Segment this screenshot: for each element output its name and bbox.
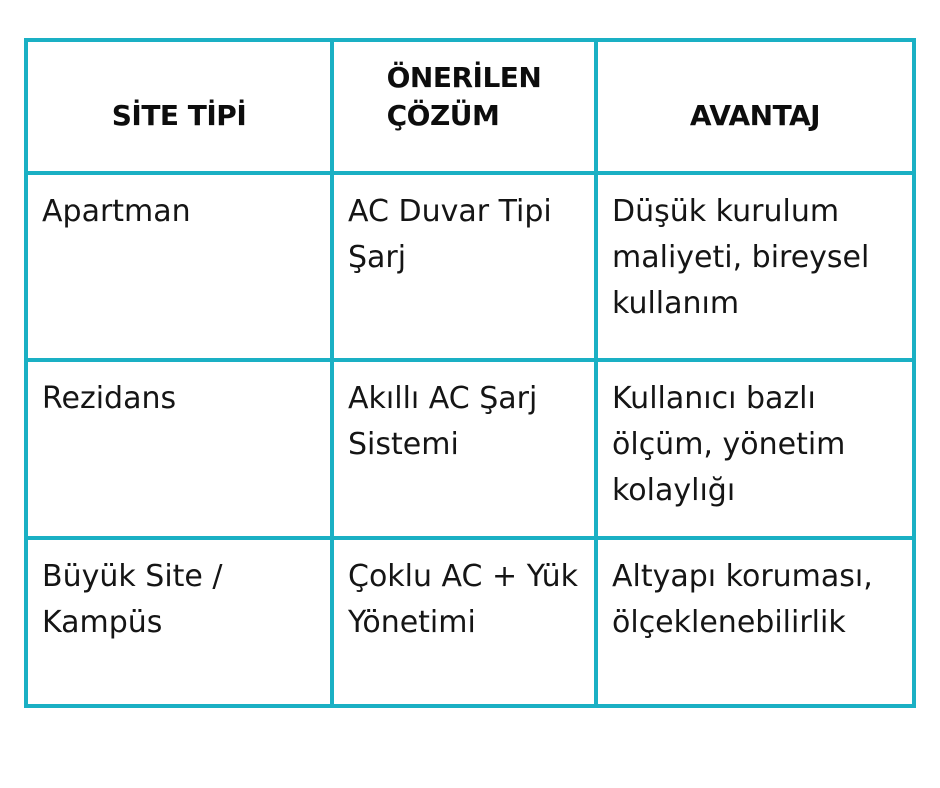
- solutions-table-frame: [24, 38, 916, 708]
- cell-site-type: Rezidans: [28, 360, 332, 538]
- header-advantage: AVANTAJ: [596, 42, 912, 173]
- cell-advantage: Kullanıcı bazlı ölçüm, yönetim kolaylığı: [596, 360, 912, 538]
- header-recommended-solution: ÖNERİLEN ÇÖZÜM: [332, 42, 596, 173]
- cell-advantage: Düşük kurulum maliyeti, bireysel kullanım: [596, 173, 912, 360]
- solutions-table: [28, 42, 912, 704]
- table-row: [28, 360, 912, 538]
- cell-advantage: Altyapı koruması, ölçeklenebilirlik: [596, 538, 912, 704]
- table-row: [28, 538, 912, 704]
- cell-solution: Akıllı AC Şarj Sistemi: [332, 360, 596, 538]
- header-site-type: SİTE TİPİ: [28, 42, 332, 173]
- cell-site-type: Apartman: [28, 173, 332, 360]
- cell-solution: Çoklu AC + Yük Yönetimi: [332, 538, 596, 704]
- table-header-row: [28, 42, 912, 173]
- cell-solution: AC Duvar Tipi Şarj: [332, 173, 596, 360]
- cell-site-type: Büyük Site / Kampüs: [28, 538, 332, 704]
- table-row: [28, 173, 912, 360]
